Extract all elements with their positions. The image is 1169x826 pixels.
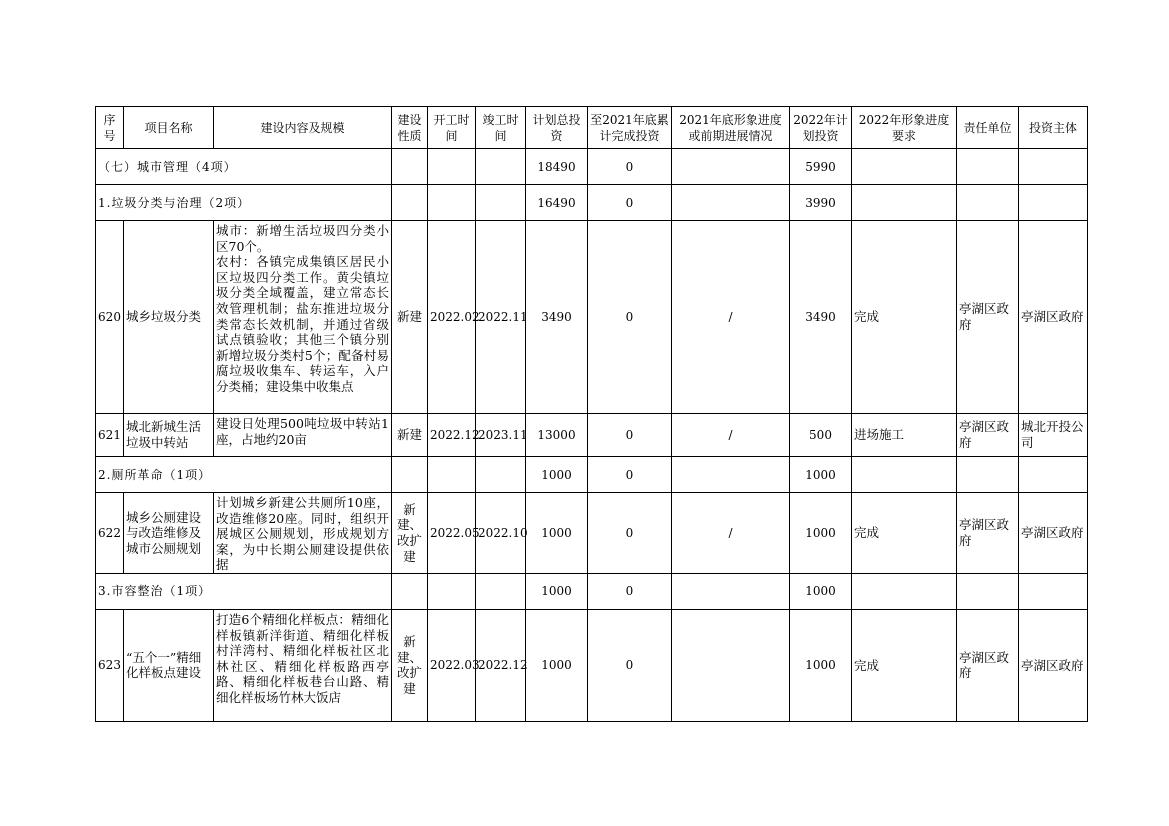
project-investor: 亭湖区政府 xyxy=(1019,609,1088,721)
project-end: 2023.11 xyxy=(476,414,526,457)
section-label: 3.市容整治（1项） xyxy=(96,573,392,609)
section-plan: 1000 xyxy=(790,457,852,493)
header-row xyxy=(96,107,1088,149)
header-done2021: 至2021年底累计完成投资 xyxy=(588,107,672,149)
project-no: 623 xyxy=(96,609,124,721)
header-end: 竣工时间 xyxy=(476,107,526,149)
project-content: 打造6个精细化样板点：精细化样板镇新洋街道、精细化样板村洋湾村、精细化样板社区北林社区、精细化样板路西亭路、精细化样板巷台山路、精细化样板场竹林大饭店 xyxy=(214,609,392,721)
header-progress2021: 2021年底形象进度或前期进展情况 xyxy=(672,107,790,149)
project-progress xyxy=(672,609,790,721)
project-done: 0 xyxy=(588,493,672,574)
section-label: （七）城市管理（4项） xyxy=(96,149,392,185)
section-row-toilet xyxy=(96,457,1088,493)
section-done: 0 xyxy=(588,457,672,493)
header-resp: 责任单位 xyxy=(957,107,1019,149)
project-resp: 亭湖区政府 xyxy=(957,609,1019,721)
project-nature: 新建、改扩建 xyxy=(392,609,428,721)
project-name: 城北新城生活垃圾中转站 xyxy=(124,414,214,457)
header-name: 项目名称 xyxy=(124,107,214,149)
section-label: 2.厕所革命（1项） xyxy=(96,457,392,493)
project-no: 621 xyxy=(96,414,124,457)
project-start: 2022.02 xyxy=(428,221,476,414)
section-total: 1000 xyxy=(526,457,588,493)
project-investor: 亭湖区政府 xyxy=(1019,493,1088,574)
section-plan: 5990 xyxy=(790,149,852,185)
project-nature: 新建 xyxy=(392,221,428,414)
table-row xyxy=(96,414,1088,457)
header-content: 建设内容及规模 xyxy=(214,107,392,149)
section-total: 1000 xyxy=(526,573,588,609)
project-done: 0 xyxy=(588,609,672,721)
header-nature: 建设性质 xyxy=(392,107,428,149)
section-label: 1.垃圾分类与治理（2项） xyxy=(96,185,392,221)
table-row xyxy=(96,609,1088,721)
project-total: 1000 xyxy=(526,609,588,721)
section-done: 0 xyxy=(588,185,672,221)
header-plan2022: 2022年计划投资 xyxy=(790,107,852,149)
project-content: 建设日处理500吨垃圾中转站1座，占地约20亩 xyxy=(214,414,392,457)
project-plan: 1000 xyxy=(790,609,852,721)
section-row-cityscape xyxy=(96,573,1088,609)
project-investor: 城北开投公司 xyxy=(1019,414,1088,457)
project-nature: 新建 xyxy=(392,414,428,457)
project-progress: / xyxy=(672,493,790,574)
project-end: 2022.11 xyxy=(476,221,526,414)
project-name: “五个一”精细化样板点建设 xyxy=(124,609,214,721)
project-total: 13000 xyxy=(526,414,588,457)
project-resp: 亭湖区政府 xyxy=(957,414,1019,457)
project-start: 2022.12 xyxy=(428,414,476,457)
project-resp: 亭湖区政府 xyxy=(957,221,1019,414)
project-total: 3490 xyxy=(526,221,588,414)
section-done: 0 xyxy=(588,573,672,609)
header-investor: 投资主体 xyxy=(1019,107,1088,149)
project-content: 计划城乡新建公共厕所10座，改造维修20座。同时，组织开展城区公厕规划，形成规划方案，为中长期公厕建设提供依据 xyxy=(214,493,392,574)
project-nature: 新建、改扩建 xyxy=(392,493,428,574)
project-table xyxy=(95,106,1088,722)
section-total: 18490 xyxy=(526,149,588,185)
project-end: 2022.12 xyxy=(476,609,526,721)
project-no: 622 xyxy=(96,493,124,574)
project-no: 620 xyxy=(96,221,124,414)
project-req: 完成 xyxy=(852,221,957,414)
table-row xyxy=(96,221,1088,414)
project-progress: / xyxy=(672,221,790,414)
project-plan: 500 xyxy=(790,414,852,457)
project-done: 0 xyxy=(588,414,672,457)
header-no: 序号 xyxy=(96,107,124,149)
project-total: 1000 xyxy=(526,493,588,574)
project-start: 2022.05 xyxy=(428,493,476,574)
section-row-garbage xyxy=(96,185,1088,221)
project-req: 完成 xyxy=(852,493,957,574)
header-start: 开工时间 xyxy=(428,107,476,149)
project-content: 城市：新增生活垃圾四分类小区70个。 农村：各镇完成集镇区居民小区垃圾四分类工作。黄尖镇垃圾分类全域覆盖，建立常态长效管理机制；盐东推进垃圾分类常态长效机制，并通过省级试点镇验收；其他三个镇分别新增垃圾分类村5个；配备村易腐垃圾收集车、转运车，入户分类桶；建设集中收集点 xyxy=(214,221,392,414)
project-req: 完成 xyxy=(852,609,957,721)
project-plan: 3490 xyxy=(790,221,852,414)
section-plan: 1000 xyxy=(790,573,852,609)
project-start: 2022.03 xyxy=(428,609,476,721)
project-name: 城乡垃圾分类 xyxy=(124,221,214,414)
project-resp: 亭湖区政府 xyxy=(957,493,1019,574)
section-total: 16490 xyxy=(526,185,588,221)
project-plan: 1000 xyxy=(790,493,852,574)
project-done: 0 xyxy=(588,221,672,414)
section-row-city-management xyxy=(96,149,1088,185)
project-progress: / xyxy=(672,414,790,457)
table-row xyxy=(96,493,1088,574)
header-total: 计划总投资 xyxy=(526,107,588,149)
project-name: 城乡公厕建设与改造维修及城市公厕规划 xyxy=(124,493,214,574)
project-end: 2022.10 xyxy=(476,493,526,574)
section-plan: 3990 xyxy=(790,185,852,221)
header-req2022: 2022年形象进度要求 xyxy=(852,107,957,149)
project-req: 进场施工 xyxy=(852,414,957,457)
section-done: 0 xyxy=(588,149,672,185)
project-investor: 亭湖区政府 xyxy=(1019,221,1088,414)
